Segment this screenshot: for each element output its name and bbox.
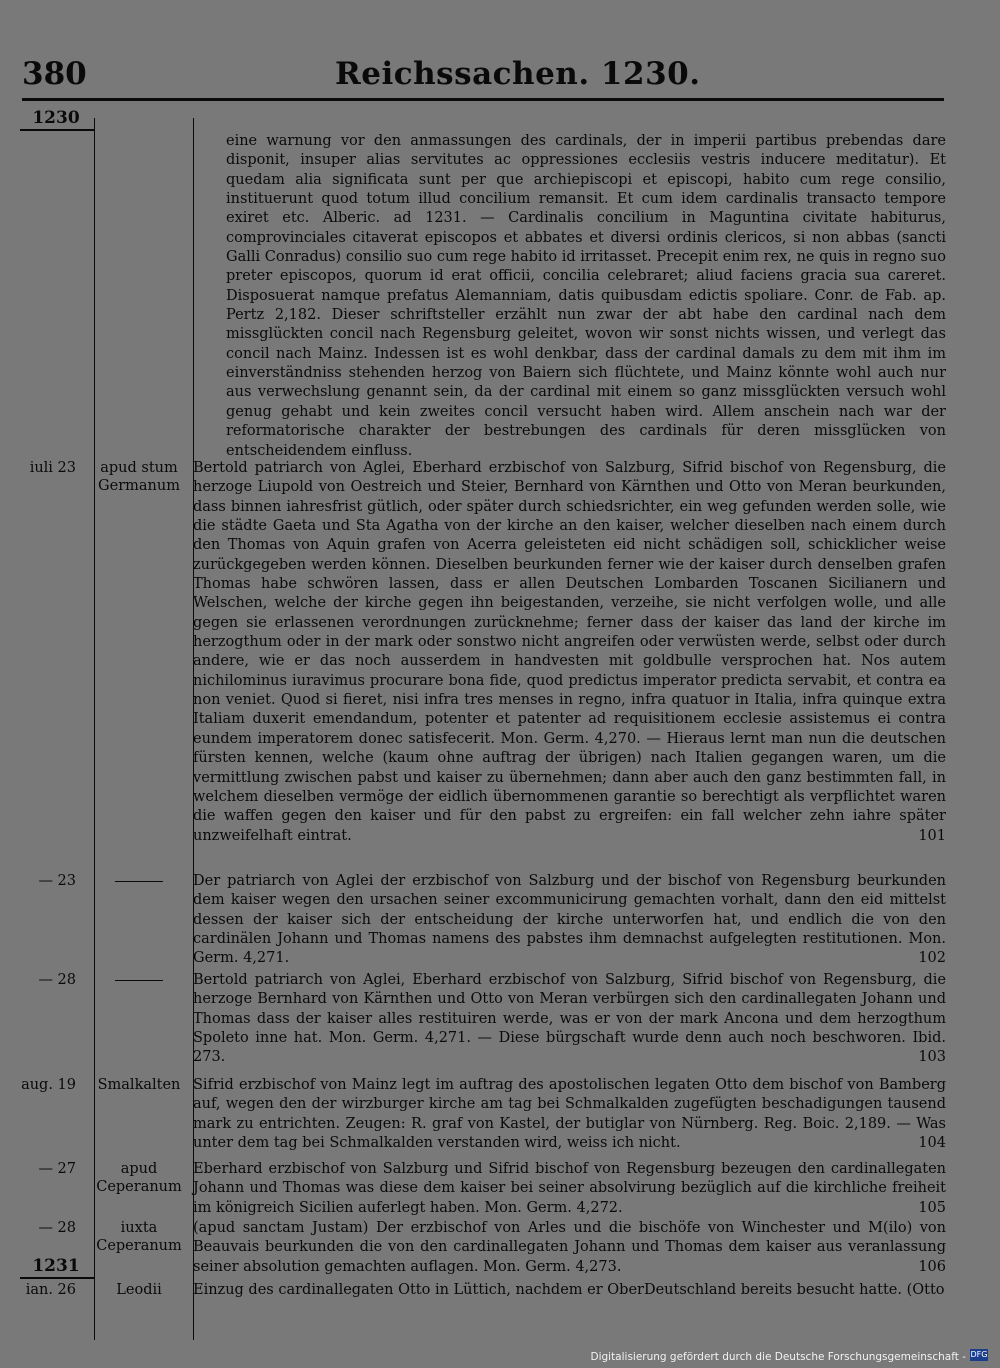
entry-date: — 28 (38, 1220, 76, 1236)
year-underline-1230 (20, 129, 94, 131)
entry-place: Smalkalten (97, 1077, 181, 1093)
entry-date: ian. 26 (25, 1282, 76, 1298)
entry-place: apud stum Germanum (98, 460, 180, 494)
entry-102 (193, 872, 946, 969)
entry-continuation (226, 132, 946, 461)
column-rule-date (94, 118, 95, 1340)
entry-number: 104 (918, 1135, 946, 1152)
header-rule (22, 98, 944, 101)
entry-date: iuli 23 (29, 460, 76, 476)
entry-101 (193, 459, 946, 846)
dfg-logo: DFG (970, 1350, 988, 1359)
entry-number: 103 (918, 1049, 946, 1066)
entry-text: Der patriarch von Aglei der erzbischof von Salzburg und der bischof von Regensburg beurkunden dem kaiser wegen den ursachen seiner excommunicirung gemachten vorhalt, dann den eid mittelst dessen der kaiser sich der entscheidung der kirche unterworfen hat, und endlich die von den cardinälen Johann und Thomas namens des pabstes ihm demnachst aufgelegten restitutionen. Mon. Germ. 4,271. (193, 873, 946, 967)
entry-date: — 27 (38, 1161, 76, 1177)
entry-place-dash (84, 872, 194, 890)
entry-text: Einzug des cardinallegaten Otto in Lüttich, nachdem er OberDeutschland bereits besucht hatte. (Otto (193, 1282, 945, 1298)
entry-text: eine warnung vor den anmassungen des cardinals, der in imperii partibus prebendas dare disponit, insuper alias servitutes ac oppressiones ecclesiis vestris inducere meditatur). Et quedam alia significata sunt per que archiepiscopi et episcopi, habito cum rege consilio, instituerunt quod totum illud concilium remansit. Et cum idem cardinalis transacto tempore exiret etc. Alberic. ad 1231. — Cardinalis concilium in Maguntina civitate habiturus, comprovinciales citaverat episcopos et abbates et diversi ordinis clericos, si non abbas (sancti Galli Conradus) consilio suo cum rege habito id irritasset. Precepit enim rex, ne quis in regno suo preter episcopos, quorum id erat officii, concilia celebraret; aliud faciens gracia sua careret. Disposuerat namque prefatus Alemanniam, datis quibusdam edictis spoliare. Conr. de Fab. ap. Pertz 2,182. Dieser schriftsteller erzählt nun zwar der abt habe den cardinal nach dem missglückten concil nach Regensburg geleitet, wovon wir sonst nichts wissen, und verlegt das concil nach Mainz. Indessen ist es wohl denkbar, dass der cardinal damals zu dem mit ihm im einverständniss stehenden herzog von Baiern sich flüchtete, und Mainz könnte wohl auch nur aus verwechslung genannt sein, da der cardinal mit einem so ganz missglückten versuch wohl genug gehabt und kein zweites concil versucht haben wird. Allem anschein nach war der reformatorische charakter der bestrebungen des cardinals für deren missglücken von entscheidendem einfluss. (226, 133, 946, 459)
entry-105 (193, 1160, 946, 1218)
entry-103 (193, 971, 946, 1068)
page-title: Reichssachen. 1230. (335, 56, 701, 92)
entry-ian-26 (193, 1281, 946, 1300)
entry-text: Eberhard erzbischof von Salzburg und Sifrid bischof von Regensburg bezeugen den cardinallegaten Johann und Thomas was diese dem kaiser bei seiner absolvirung bezüglich auf die kirchliche freiheit im königreich Sicilien auferlegt haben. Mon. Germ. 4,272. (193, 1161, 946, 1216)
entry-106 (193, 1219, 946, 1277)
entry-number: 106 (918, 1258, 946, 1275)
year-label-1231: 1231 (32, 1256, 80, 1276)
year-underline-1231 (20, 1277, 94, 1279)
entry-number: 105 (918, 1199, 946, 1216)
entry-place: iuxta Ceperanum (96, 1220, 182, 1254)
entry-place-dash (84, 971, 194, 989)
entry-text: Bertold patriarch von Aglei, Eberhard erzbischof von Salzburg, Sifrid bischof von Regensburg, die herzoge Liupold von Oestreich und Steier, Bernhard von Kärnthen und Otto von Meran beurkunden, dass binnen iahresfrist gütlich, oder später durch schiedsrichter, ein weg gefunden werden solle, wie die städte Gaeta und Sta Agatha von der kirche an den kaiser, welcher dieselben nach einem durch den Thomas von Aquin grafen von Acerra geleisteten eid nicht schädigen soll, schicklicher weise zurückgegeben werden können. Dieselben beurkunden ferner wie der kaiser durch denselben grafen Thomas habe schwören lassen, dass er allen Deutschen Lombarden Toscanen Sicilianern und Welschen, welche der kirche gegen ihn beigestanden, verzeihe, sie nicht verfolgen wolle, und alle gegen sie erlassenen verordnungen zurücknehme; ferner dass der kaiser das land der kirche im herzogthum oder in der mark oder sonstwo nicht angreifen oder verwüsten werde, selbst oder durch andere, wie er das noch ausserdem in handvesten mit goldbulle versprochen hat. Nos autem nichilominus iuravimus procurare bona fide, quod predictus imperator predicta servabit, et contra ea non veniet. Quod si fieret, nisi infra tres menses in regno, infra quatuor in Italia, infra quinque extra Italiam duxerit emendandum, potenter et patenter ad requisitionem ecclesie assistemus ei contra eundem imperatorem donec satisfecerit. Mon. Germ. 4,270. — Hieraus lernt man nun die deutschen fürsten kennen, welche (kaum ohne auftrag der übrigen) nach Italien gegangen waren, um die vermittlung zwischen pabst und kaiser zu übernehmen; dann aber auch den ganz bestimmten fall, in welchem dieselben vermöge der eidlich übernommenen garantie so berechtigt als verpflichtet waren die waffen gegen den kaiser und für den pabst zu ergreifen: ein fall welcher zehn iahre später unzweifelhaft eintrat. (193, 460, 946, 844)
entry-date: — 23 (38, 873, 76, 889)
entry-number: 101 (918, 827, 946, 844)
entry-text: (apud sanctam Justam) Der erzbischof von Arles und die bischöfe von Winchester und M(ilo) von Beauvais beurkunden die von den cardinallegaten Johann und Thomas dem kaiser aus veranlassung seiner absolution gemachten auflagen. Mon. Germ. 4,273. (193, 1220, 946, 1275)
entry-place: apud Ceperanum (96, 1161, 182, 1195)
entry-date: — 28 (38, 972, 76, 988)
page-number: 380 (22, 56, 87, 92)
year-label-1230: 1230 (32, 108, 80, 128)
entry-104 (193, 1076, 946, 1153)
entry-text: Bertold patriarch von Aglei, Eberhard erzbischof von Salzburg, Sifrid bischof von Regensburg, die herzoge Bernhard von Kärnthen und Otto von Meran verbürgen sich den cardinallegaten Johann und Thomas dass der kaiser alles restituiren werde, was er von der mark Ancona und dem herzogthum Spoleto inne hat. Mon. Germ. 4,271. — Diese bürgschaft wurde denn auch noch beschworen. Ibid. 273. (193, 972, 946, 1066)
footer-credit: Digitalisierung gefördert durch die Deutsche Forschungsgemeinschaft - (590, 1351, 966, 1363)
entry-number: 102 (918, 950, 946, 967)
entry-text: Sifrid erzbischof von Mainz legt im auftrag des apostolischen legaten Otto dem bischof von Bamberg auf, wegen den der wirzburger kirche am tag bei Schmalkalden zugefügten beschadigungen tausend mark zu entrichten. Zeugen: R. graf von Kastel, der butiglar von Nürnberg. Reg. Boic. 2,189. — Was unter dem tag bei Schmalkalden verstanden wird, weiss ich nicht. (193, 1077, 946, 1152)
entry-place: Leodii (116, 1282, 162, 1298)
entry-date: aug. 19 (21, 1077, 76, 1093)
